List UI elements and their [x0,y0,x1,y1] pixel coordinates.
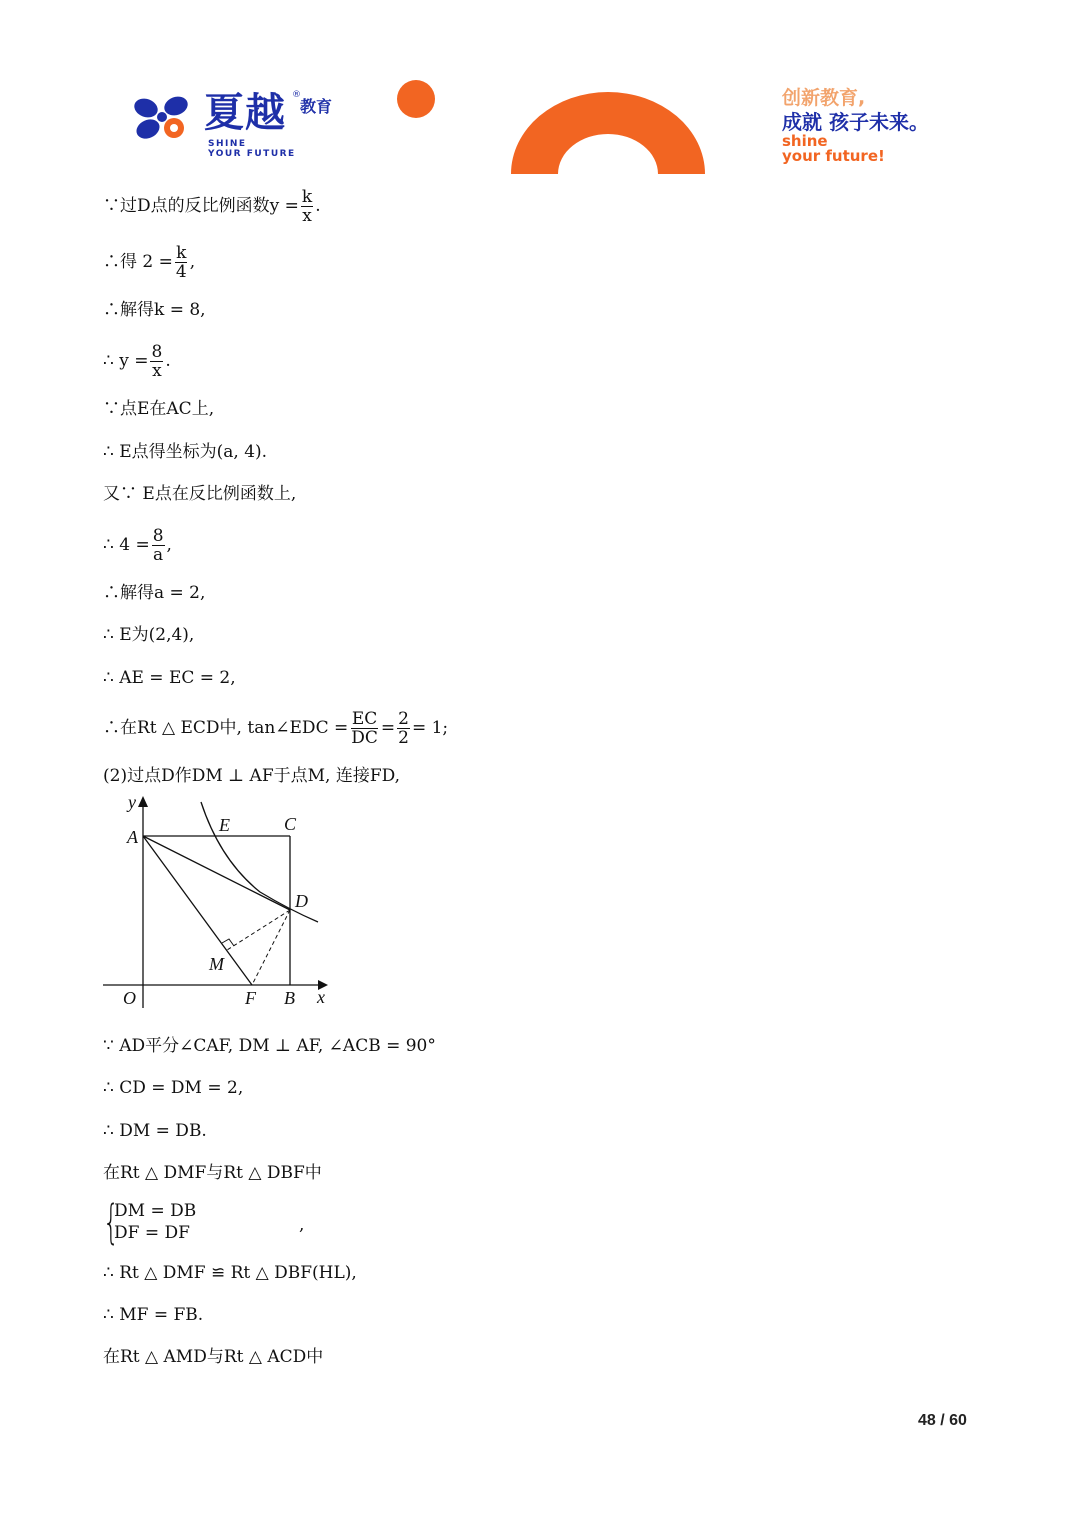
line-4 [103,343,171,380]
line-13: (2)过点D作DM ⊥ AF于点M, 连接FD, [103,766,401,786]
line-9: ∴解得a = 2, [103,583,206,603]
trademark-mark: ® [292,90,301,100]
line-11: ∴ AE = EC = 2, [103,668,236,688]
label-b: B [284,988,295,1008]
fraction-k-over-4 [175,244,188,281]
slogan-line2: 成就 孩子未来。 [782,110,929,134]
line-12 [103,710,448,747]
label-f: F [245,988,256,1008]
line-8 [103,527,172,564]
equals-sign: = [380,718,396,738]
label-d: D [295,891,308,911]
flower-logo-icon [132,94,192,140]
label-c: C [284,814,297,834]
system-row-1: DM = DB [114,1201,197,1221]
header-decoration [390,78,720,178]
line-4-tail: . [165,351,171,371]
line-8-tail: , [166,535,172,555]
logo-english-line2: YOUR FUTURE [208,149,296,159]
label-e: E [219,815,230,835]
line-6: ∴ E点得坐标为(a, 4). [103,442,268,462]
label-o: O [123,988,136,1008]
denominator: 2 [398,728,409,748]
line-10: ∴ E为(2,4), [103,625,195,645]
line-2 [103,244,195,281]
line-7: 又∵ E点在反比例函数上, [103,484,297,504]
numerator: k [176,243,187,263]
numerator: 2 [398,709,409,729]
left-brace: { [103,1195,120,1249]
system-row-2: DF = DF [114,1223,190,1243]
numerator: k [301,187,313,207]
segment-dm-dashed [227,910,290,950]
fraction-ec-over-dc [350,710,379,747]
orange-dot [397,80,435,118]
xiayue-logo [132,88,352,163]
label-y: y [128,792,136,812]
fraction-2-over-2 [397,710,410,747]
line-19: ∴ MF = FB. [103,1305,204,1325]
segment-ad [143,836,290,910]
denominator: 4 [175,262,187,282]
line-2-text: ∴得 2 = [103,252,173,272]
line-14: ∵ AD平分∠CAF, DM ⊥ AF, ∠ACB = 90° [103,1036,436,1056]
denominator: x [302,206,312,226]
line-4-text: ∴ y = [103,351,149,371]
numerator: 8 [152,526,164,546]
line-5: ∵点E在AC上, [103,399,215,419]
label-a: A [127,827,138,847]
denominator: a [153,545,164,565]
line-3: ∴解得k = 8, [103,300,206,320]
y-axis-arrow [138,796,148,807]
line-18: ∴ Rt △ DMF ≌ Rt △ DBF(HL), [103,1263,357,1283]
line-12-text: ∴在Rt △ ECD中, tan∠EDC = [103,718,349,738]
line-8-text: ∴ 4 = [103,535,150,555]
slogan-line3: shine [782,132,828,150]
line-1-tail: . [315,196,321,216]
line-17: 在Rt △ DMF与Rt △ DBF中 [103,1163,322,1183]
line-1 [103,188,321,225]
fraction-8-over-x [150,343,163,380]
right-angle-mark [222,939,234,946]
slogan [782,86,982,164]
numerator: 8 [151,342,163,362]
system-tail: , [299,1215,305,1235]
fraction-k-over-x [301,188,313,225]
line-16: ∴ DM = DB. [103,1121,207,1141]
logo-chinese-name: 夏越 [204,90,286,136]
line-20: 在Rt △ AMD与Rt △ ACD中 [103,1347,324,1367]
slogan-line4: your future! [782,147,885,165]
logo-edu-text: 教育 [300,97,333,116]
line-15: ∴ CD = DM = 2, [103,1078,244,1098]
slogan-line1: 创新教育, [782,87,866,109]
fraction-8-over-a [152,527,165,564]
label-m: M [209,954,224,974]
geometry-figure [100,792,332,1014]
orange-arch [511,92,705,174]
denominator: DC [351,728,378,748]
line-2-tail: , [189,252,196,272]
line-12-tail: = 1; [411,718,449,738]
label-x: x [317,987,325,1007]
segment-df-dashed [252,910,290,985]
line-1-text: ∵过D点的反比例函数y = [103,196,299,216]
page-header [0,0,1080,180]
segment-af [143,836,252,985]
page-number: 48 / 60 [918,1412,967,1429]
numerator: EC [351,709,378,729]
logo-english-line1: SHINE [208,139,247,149]
denominator: x [152,361,162,381]
